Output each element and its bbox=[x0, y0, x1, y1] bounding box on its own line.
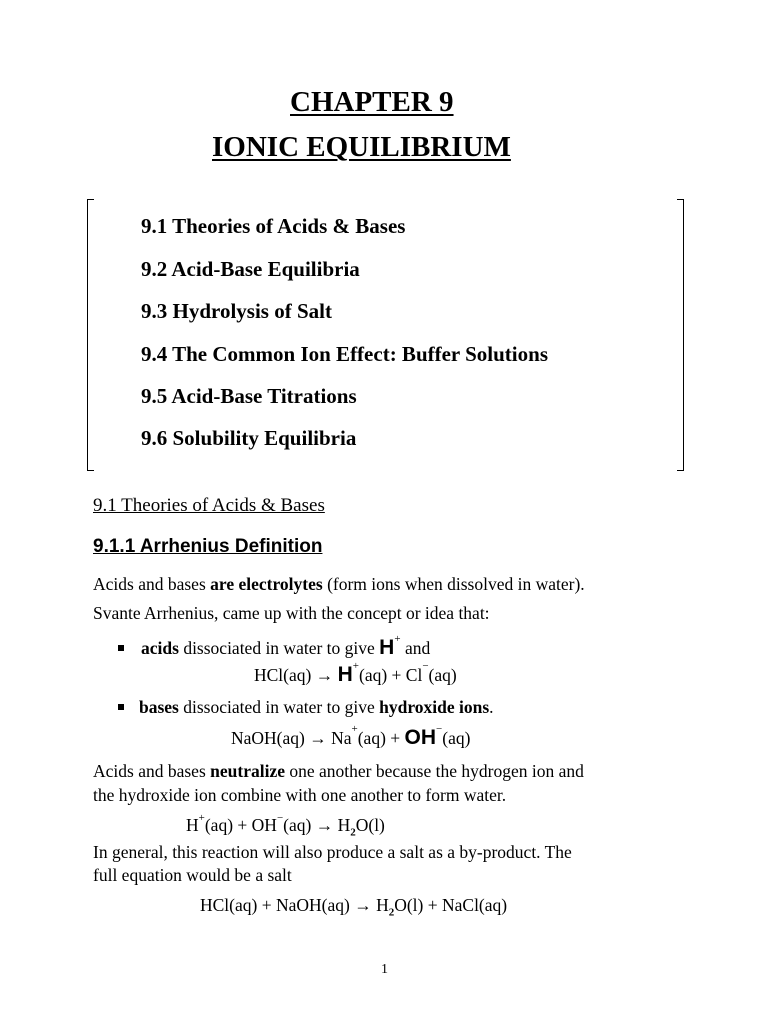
toc-item: 9.6 Solubility Equilibria bbox=[141, 426, 357, 450]
arrow-icon: → bbox=[309, 728, 327, 748]
paragraph: In general, this reaction will also produce a salt as a by-product. The bbox=[93, 842, 572, 862]
arrow-icon: → bbox=[354, 895, 372, 915]
bullet-text: acids dissociated in water to give H+ and bbox=[141, 633, 431, 659]
subsection-heading: 9.1.1 Arrhenius Definition bbox=[93, 536, 323, 557]
toc-item: 9.4 The Common Ion Effect: Buffer Solutions bbox=[141, 342, 548, 366]
bullet-text: bases dissociated in water to give hydroxide ions. bbox=[139, 697, 494, 717]
section-heading: 9.1 Theories of Acids & Bases bbox=[93, 495, 325, 516]
toc-item: 9.1 Theories of Acids & Bases bbox=[141, 214, 406, 238]
chapter-number: CHAPTER 9 bbox=[290, 86, 454, 118]
toc-bracket-left bbox=[87, 199, 94, 471]
paragraph: Acids and bases are electrolytes (form ions when dissolved in water). bbox=[93, 574, 585, 594]
paragraph: the hydroxide ion combine with one another to form water. bbox=[93, 785, 507, 805]
equation: $H^+(aq) + OH^-(aq) \to H_2O(l)$ bbox=[186, 812, 385, 839]
arrow-icon: → bbox=[315, 815, 334, 835]
bullet-icon bbox=[118, 704, 124, 710]
equation: HCl(aq) → H+(aq) + Cl−(aq) bbox=[254, 660, 457, 686]
arrow-icon: → bbox=[315, 665, 334, 685]
page-number: 1 bbox=[381, 962, 388, 977]
equation: HCl(aq) + NaOH(aq) → $H_2O(l)$ + NaCl(aq) bbox=[200, 895, 508, 919]
toc-bracket-right bbox=[677, 199, 684, 471]
chapter-title: IONIC EQUILIBRIUM bbox=[212, 131, 511, 163]
paragraph: full equation would be a salt bbox=[93, 865, 292, 885]
paragraph: Acids and bases neutralize one another because the hydrogen ion and bbox=[93, 761, 584, 781]
bullet-icon bbox=[118, 645, 124, 651]
paragraph: Svante Arrhenius, came up with the concept or idea that: bbox=[93, 603, 490, 623]
toc-item: 9.5 Acid-Base Titrations bbox=[141, 384, 357, 408]
equation: NaOH(aq) → Na+(aq) + OH−(aq) bbox=[231, 723, 471, 749]
toc-item: 9.2 Acid-Base Equilibria bbox=[141, 257, 360, 281]
toc-item: 9.3 Hydrolysis of Salt bbox=[141, 299, 332, 323]
